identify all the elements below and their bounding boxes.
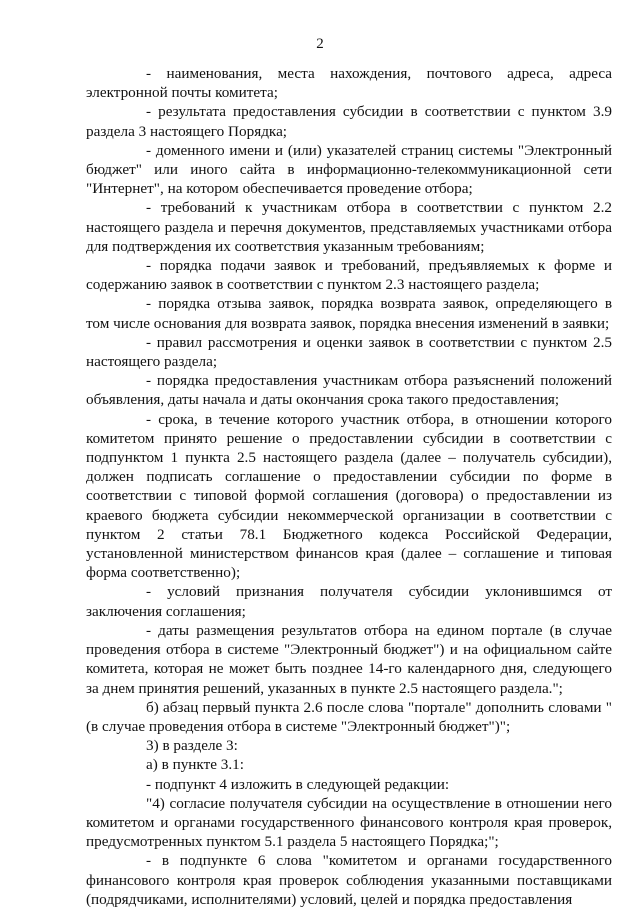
paragraph: - правил рассмотрения и оценки заявок в соответствии с пунктом 2.5 настоящего раздела; xyxy=(86,333,612,371)
document-body xyxy=(86,64,612,909)
paragraph: - порядка подачи заявок и требований, предъявляемых к форме и содержанию заявок в соответствии с пунктом 2.3 настоящего раздела; xyxy=(86,257,612,294)
paragraph: - срока, в течение которого участник отбора, в отношении которого комитетом принято решение о предоставлении субсидии в соответствии с подпунктом 1 пункта 2.5 настоящего раздела (далее – получатель субсидии), должен подписать соглашение о предоставлении субсидии по форме в соответствии с типовой формой соглашения (договора) о предоставлении из краевого бюджета субсидии некоммерческой организации в соответствии с пунктом 2 статьи 78.1 Бюджетного кодекса Российской Федерации, установленной министерством финансов края (далее – соглашение и типовая форма соответственно); xyxy=(86,410,612,582)
paragraph: б) абзац первый пункта 2.6 после слова "портале" дополнить словами "(в случае проведения отбора в системе "Электронный бюджет")"; xyxy=(86,698,612,735)
paragraph: - порядка предоставления участникам отбора разъяснений положений объявления, даты начала и даты окончания срока такого предоставления; xyxy=(86,372,612,409)
paragraph: - требований к участникам отбора в соответствии с пунктом 2.2 настоящего раздела и перечня документов, представляемых участниками отбора для подтверждения их соответствия указанным требованиям; xyxy=(86,199,612,255)
paragraph: "4) согласие получателя субсидии на осуществление в отношении него комитетом и органами государственного финансового контроля края проверок, предусмотренных пунктом 5.1 раздела 5 настоящего Порядка;"; xyxy=(86,794,612,851)
page-number: 2 xyxy=(316,36,324,52)
paragraph: - доменного имени и (или) указателей страниц системы "Электронный бюджет" или иного сайта в информационно-телекоммуникационной сети "Интернет", на котором обеспечивается проведение отбора; xyxy=(86,141,612,198)
paragraph: - результата предоставления субсидии в соответствии с пунктом 3.9 раздела 3 настоящего Порядка; xyxy=(86,103,612,140)
paragraph: - в подпункте 6 слова "комитетом и органами государственного финансового контроля края проверок соблюдения указанными поставщиками (подрядчиками, исполнителями) условий, целей и порядка предоставления xyxy=(86,852,612,908)
paragraph: - условий признания получателя субсидии уклонившимся от заключения соглашения; xyxy=(86,583,612,620)
paragraph: 3) в разделе 3: xyxy=(146,737,238,755)
paragraph: а) в пункте 3.1: xyxy=(146,756,244,774)
paragraph: - даты размещения результатов отбора на едином портале (в случае проведения отбора в системе "Электронный бюджет") и на официальном сайте комитета, которая не может быть позднее 14-го календарного дня, следующего за днем принятия решений, указанных в пункте 2.5 настоящего раздела."; xyxy=(86,621,612,697)
paragraph: - наименования, места нахождения, почтового адреса, адреса электронной почты комитета; xyxy=(86,65,612,102)
paragraph: - порядка отзыва заявок, порядка возврата заявок, определяющего в том числе основания для возврата заявок, порядка внесения изменений в заявки; xyxy=(86,295,612,332)
paragraph: - подпункт 4 изложить в следующей редакции: xyxy=(146,775,450,793)
